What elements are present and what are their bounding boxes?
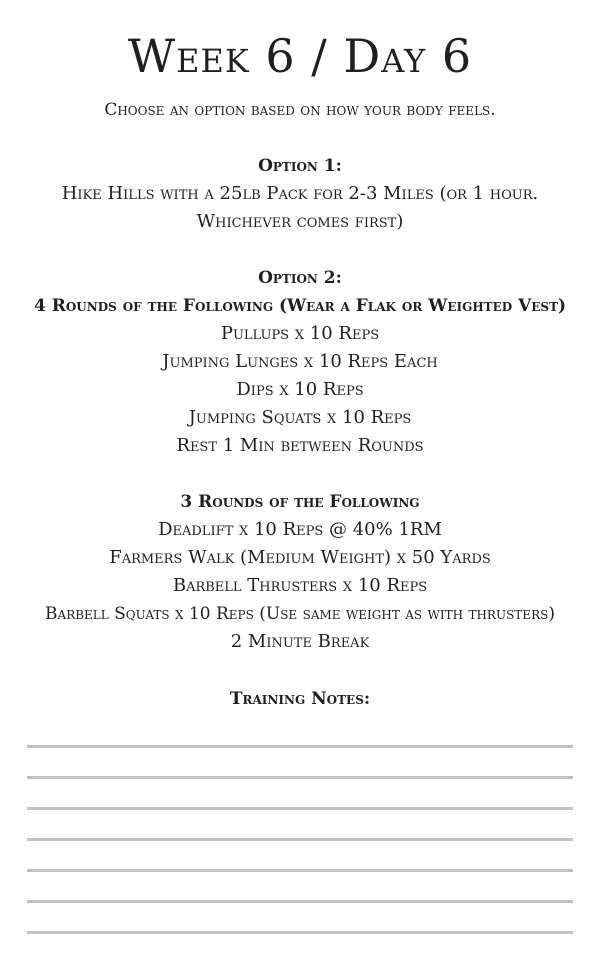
option1-heading: Option 1: [258, 156, 342, 176]
option1-line: Whichever comes first) [196, 211, 404, 232]
note-line [27, 931, 573, 934]
exercise-item: Deadlift x 10 Reps @ 40% 1RM [158, 519, 442, 540]
exercise-item: Pullups x 10 Reps [220, 323, 380, 344]
exercise-item: Jumping Squats x 10 Reps [188, 407, 412, 428]
exercise-item: 2 Minute Break [230, 631, 370, 652]
note-line [27, 745, 573, 748]
note-line [27, 807, 573, 810]
option2-heading: Option 2: [258, 268, 342, 288]
rounds-block1-heading: 4 Rounds of the Following (Wear a Flak or Weighted Vest) [33, 296, 567, 316]
rounds-block2-heading: 3 Rounds of the Following [180, 492, 420, 512]
note-line [27, 838, 573, 841]
exercise-item: Jumping Lunges x 10 Reps Each [162, 351, 438, 372]
note-line [27, 776, 573, 779]
exercise-item: Barbell Squats x 10 Reps (Use same weight as with thrusters) [45, 604, 555, 624]
note-line [27, 900, 573, 903]
exercise-item: Farmers Walk (Medium Weight) x 50 Yards [109, 547, 491, 568]
training-notes-heading: Training Notes: [229, 689, 371, 709]
page-title: Week 6 / Day 6 [127, 29, 473, 83]
option1-line: Hike Hills with a 25lb Pack for 2-3 Miles (or 1 hour. [61, 183, 539, 204]
intro-text: Choose an option based on how your body feels. [104, 100, 496, 120]
exercise-item: Rest 1 Min between Rounds [176, 435, 424, 456]
note-line [27, 869, 573, 872]
exercise-item: Dips x 10 Reps [236, 379, 364, 400]
exercise-item: Barbell Thrusters x 10 Reps [172, 575, 428, 596]
